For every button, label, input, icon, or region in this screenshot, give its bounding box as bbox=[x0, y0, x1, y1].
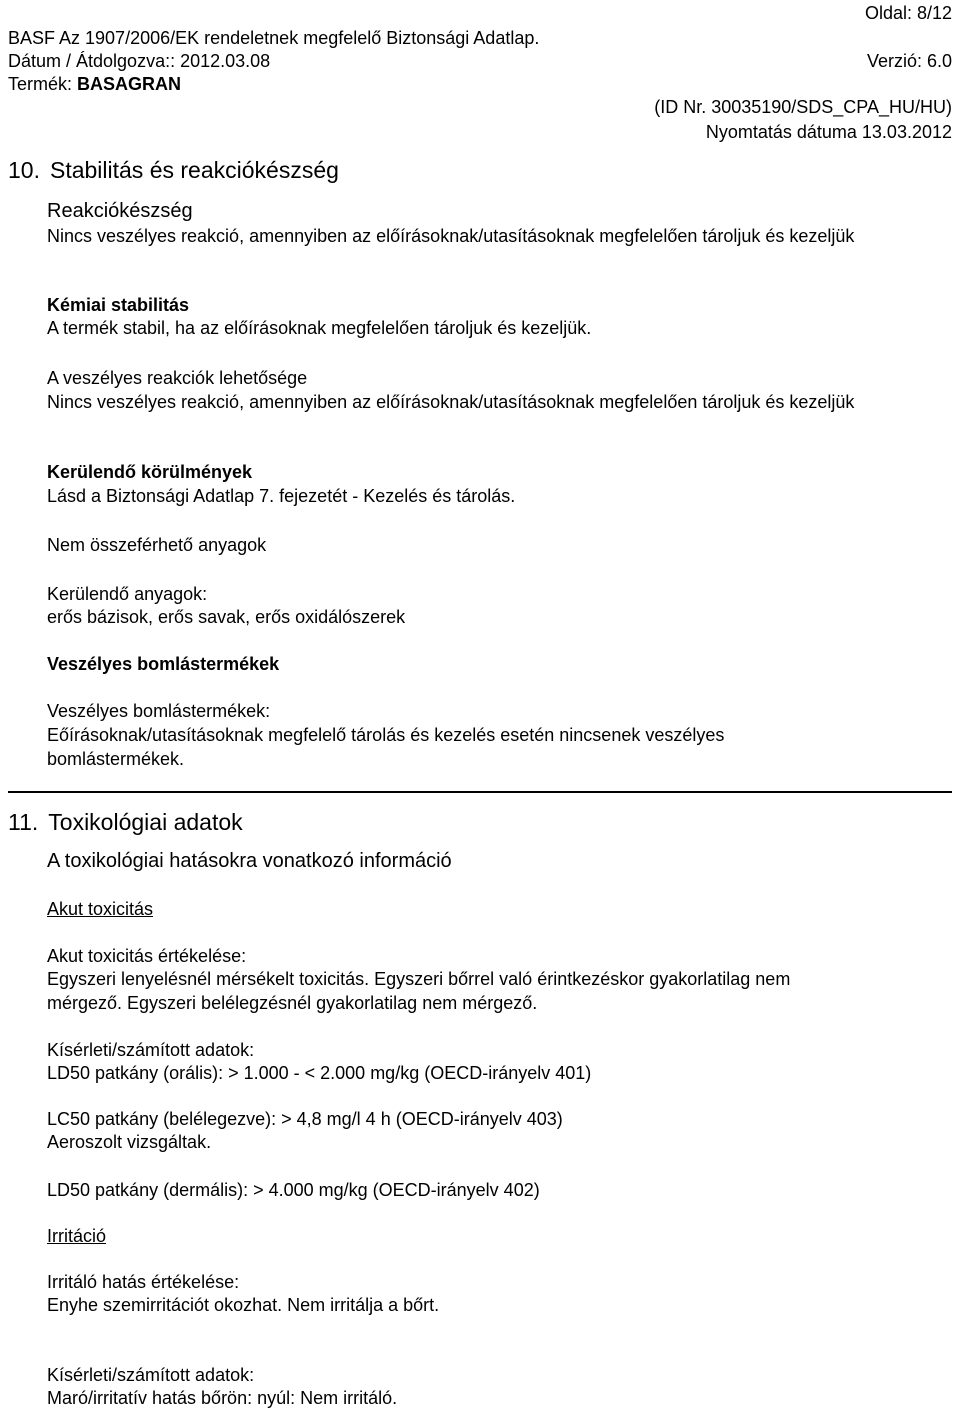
section-number: 10. bbox=[8, 157, 40, 183]
irritation-assessment-text: Enyhe szemirritációt okozhat. Nem irritálja a bőrt. bbox=[47, 1295, 440, 1315]
lc50-inhalation: LC50 patkány (belélegezve): > 4,8 mg/l 4 h (OECD-irányelv 403) bbox=[47, 1109, 563, 1129]
hazardous-reactions-text: Nincs veszélyes reakció, amennyiben az előírásoknak/utasításoknak megfelelően tároljuk és kezeljük bbox=[47, 392, 855, 412]
product-name: BASAGRAN bbox=[77, 74, 182, 94]
ld50-dermal: LD50 patkány (dermális): > 4.000 mg/kg (OECD-irányelv 402) bbox=[47, 1180, 540, 1200]
toxicology-subtitle: A toxikológiai hatásokra vonatkozó információ bbox=[47, 850, 452, 872]
section-11-heading bbox=[8, 808, 243, 836]
product-line bbox=[8, 73, 181, 95]
print-date: Nyomtatás dátuma 13.03.2012 bbox=[705, 122, 952, 142]
reactivity-text: Nincs veszélyes reakció, amennyiben az előírásoknak/utasításoknak megfelelően tároljuk és kezeljük bbox=[47, 226, 855, 246]
decomposition-products-label: Veszélyes bomlástermékek: bbox=[47, 701, 271, 721]
section-10-heading bbox=[8, 156, 339, 184]
section-title: Stabilitás és reakciókészség bbox=[49, 157, 339, 183]
decomposition-products-text-line-2: bomlástermékek. bbox=[47, 749, 185, 769]
version: Verzió: 6.0 bbox=[866, 51, 952, 71]
irritation-experimental-data-label: Kísérleti/számított adatok: bbox=[47, 1365, 255, 1385]
acute-toxicity-assessment-line-1: Egyszeri lenyelésnél mérsékelt toxicitás. Egyszeri bőrrel való érintkezéskor gyakorlatilag nem bbox=[47, 969, 791, 989]
acute-experimental-data-label: Kísérleti/számított adatok: bbox=[47, 1040, 255, 1060]
decomposition-products-text-line-1: Eőírásoknak/utasításoknak megfelelő tárolás és kezelés esetén nincsenek veszélyes bbox=[47, 725, 725, 745]
section-divider bbox=[8, 791, 952, 793]
product-label: Termék: bbox=[8, 74, 78, 94]
acute-toxicity-assessment-label: Akut toxicitás értékelése: bbox=[47, 946, 247, 966]
stability-heading: Kémiai stabilitás bbox=[47, 295, 190, 315]
document-title: BASF Az 1907/2006/EK rendeletnek megfelelő Biztonsági Adatlap. bbox=[8, 28, 540, 48]
decomposition-products-heading: Veszélyes bomlástermékek bbox=[47, 654, 280, 674]
stability-text: A termék stabil, ha az előírásoknak megfelelően tároljuk és kezeljük. bbox=[47, 318, 592, 338]
reactivity-heading: Reakciókészség bbox=[47, 200, 193, 222]
incompatible-materials-heading: Nem összeférhető anyagok bbox=[47, 535, 267, 555]
section-number: 11. bbox=[8, 809, 39, 835]
incompatible-materials-text: erős bázisok, erős savak, erős oxidálószerek bbox=[47, 607, 406, 627]
revision-date: Dátum / Átdolgozva:: 2012.03.08 bbox=[8, 51, 271, 71]
document-id: (ID Nr. 30035190/SDS_CPA_HU/HU) bbox=[654, 97, 952, 117]
incompatible-materials-label: Kerülendő anyagok: bbox=[47, 584, 208, 604]
section-title: Toxikológiai adatok bbox=[48, 809, 243, 835]
acute-toxicity-assessment-line-2: mérgező. Egyszeri belélegzésnél gyakorlatilag nem mérgező. bbox=[47, 993, 538, 1013]
page-number: Oldal: 8/12 bbox=[864, 3, 952, 23]
skin-irritation-result: Maró/irritatív hatás bőrön: nyúl: Nem irritáló. bbox=[47, 1388, 398, 1408]
aerosol-tested: Aeroszolt vizsgáltak. bbox=[47, 1132, 212, 1152]
conditions-to-avoid-heading: Kerülendő körülmények bbox=[47, 462, 253, 482]
hazardous-reactions-heading: A veszélyes reakciók lehetősége bbox=[47, 368, 308, 388]
acute-toxicity-heading: Akut toxicitás bbox=[47, 899, 154, 919]
conditions-to-avoid-text: Lásd a Biztonsági Adatlap 7. fejezetét - Kezelés és tárolás. bbox=[47, 486, 516, 506]
irritation-heading: Irritáció bbox=[47, 1226, 107, 1246]
ld50-oral: LD50 patkány (orális): > 1.000 - < 2.000 mg/kg (OECD-irányelv 401) bbox=[47, 1063, 592, 1083]
irritation-assessment-label: Irritáló hatás értékelése: bbox=[47, 1272, 240, 1292]
